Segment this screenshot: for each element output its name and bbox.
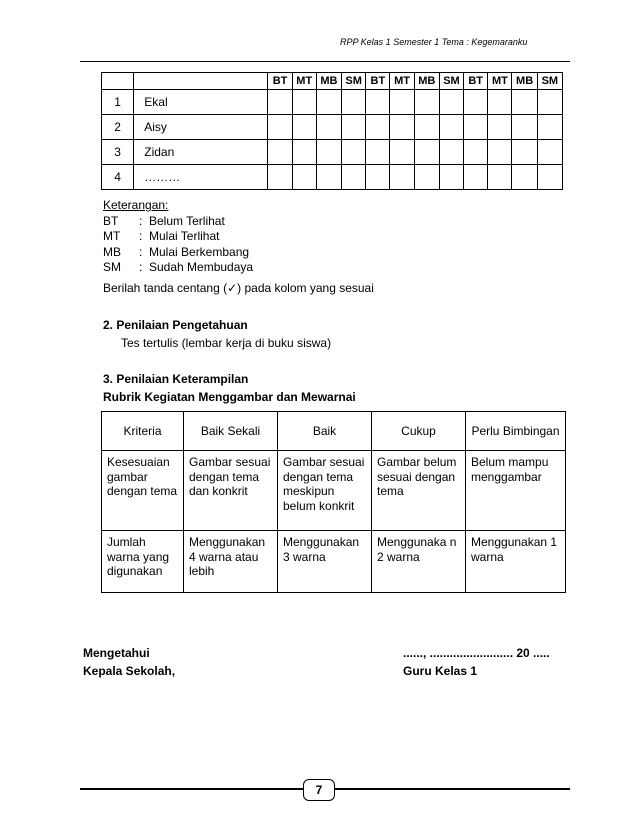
score-cell[interactable] bbox=[292, 90, 316, 115]
student-name: Aisy bbox=[134, 115, 268, 140]
score-cell[interactable] bbox=[342, 140, 366, 165]
column-header: MB bbox=[512, 73, 537, 90]
score-cell[interactable] bbox=[342, 90, 366, 115]
score-cell[interactable] bbox=[488, 140, 512, 165]
student-name: Zidan bbox=[134, 140, 268, 165]
column-header: MT bbox=[390, 73, 414, 90]
score-cell[interactable] bbox=[488, 90, 512, 115]
rubric-cell: Menggunakan 3 warna bbox=[278, 531, 372, 593]
score-cell[interactable] bbox=[342, 115, 366, 140]
score-cell[interactable] bbox=[537, 115, 562, 140]
score-cell[interactable] bbox=[342, 165, 366, 190]
column-header: BT bbox=[366, 73, 390, 90]
signature-left-line2: Kepala Sekolah, bbox=[83, 664, 176, 678]
legend-item bbox=[103, 245, 253, 261]
legend-desc: Belum Terlihat bbox=[149, 213, 225, 228]
score-cell[interactable] bbox=[268, 90, 292, 115]
column-header: SM bbox=[342, 73, 366, 90]
student-name: Ekal bbox=[134, 90, 268, 115]
student-name: ……… bbox=[134, 165, 268, 190]
header-blank bbox=[102, 73, 134, 90]
rubric-header: Cukup bbox=[372, 412, 466, 451]
rubric-header-row bbox=[102, 412, 566, 451]
instruction-text: Berilah tanda centang (✓) pada kolom yang sesuai bbox=[103, 281, 374, 295]
score-cell[interactable] bbox=[316, 165, 341, 190]
row-number: 4 bbox=[102, 165, 134, 190]
score-cell[interactable] bbox=[292, 115, 316, 140]
score-cell[interactable] bbox=[292, 165, 316, 190]
column-header: MT bbox=[488, 73, 512, 90]
rubric-cell: Belum mampu menggambar bbox=[466, 451, 566, 531]
score-cell[interactable] bbox=[414, 140, 439, 165]
legend-separator: : bbox=[139, 229, 143, 243]
row-number: 3 bbox=[102, 140, 134, 165]
section-3-title: 3. Penilaian Keterampilan bbox=[103, 372, 249, 386]
rubric-header: Baik Sekali bbox=[184, 412, 278, 451]
rubric-criterion: Jumlah warna yang digunakan bbox=[102, 531, 184, 593]
score-cell[interactable] bbox=[366, 140, 390, 165]
score-cell[interactable] bbox=[390, 165, 414, 190]
legend bbox=[103, 198, 253, 276]
legend-key: MB bbox=[103, 244, 121, 259]
rubric-cell: Gambar sesuai dengan tema meskipun belum konkrit bbox=[278, 451, 372, 531]
legend-key: MT bbox=[103, 229, 121, 243]
score-cell[interactable] bbox=[512, 140, 537, 165]
rubric-criterion: Kesesuaian gambar dengan tema bbox=[102, 451, 184, 531]
score-cell[interactable] bbox=[512, 165, 537, 190]
score-cell[interactable] bbox=[512, 115, 537, 140]
score-cell[interactable] bbox=[537, 165, 562, 190]
score-cell[interactable] bbox=[464, 115, 488, 140]
page-number: 7 bbox=[303, 779, 335, 801]
score-cell[interactable] bbox=[366, 165, 390, 190]
score-cell[interactable] bbox=[488, 165, 512, 190]
score-cell[interactable] bbox=[439, 115, 463, 140]
column-header: SM bbox=[439, 73, 463, 90]
row-number: 2 bbox=[102, 115, 134, 140]
score-cell[interactable] bbox=[414, 165, 439, 190]
score-cell[interactable] bbox=[268, 115, 292, 140]
score-cell[interactable] bbox=[439, 140, 463, 165]
observation-table bbox=[101, 72, 563, 190]
legend-desc: Mulai Berkembang bbox=[149, 244, 250, 259]
score-cell[interactable] bbox=[366, 90, 390, 115]
score-cell[interactable] bbox=[414, 90, 439, 115]
score-cell[interactable] bbox=[537, 140, 562, 165]
header-rule bbox=[80, 61, 570, 62]
rubric-header: Kriteria bbox=[102, 412, 184, 451]
legend-separator: : bbox=[139, 213, 143, 228]
rubric-title: Rubrik Kegiatan Menggambar dan Mewarnai bbox=[103, 390, 356, 404]
score-cell[interactable] bbox=[390, 115, 414, 140]
row-number: 1 bbox=[102, 90, 134, 115]
score-cell[interactable] bbox=[488, 115, 512, 140]
score-cell[interactable] bbox=[464, 165, 488, 190]
rubric-cell: Menggunaka n 2 warna bbox=[372, 531, 466, 593]
legend-item bbox=[103, 214, 253, 230]
observation-header-row bbox=[102, 73, 563, 90]
score-cell[interactable] bbox=[414, 115, 439, 140]
table-row bbox=[102, 140, 563, 165]
score-cell[interactable] bbox=[464, 140, 488, 165]
table-row bbox=[102, 531, 566, 593]
score-cell[interactable] bbox=[390, 90, 414, 115]
signature-left-line1: Mengetahui bbox=[83, 646, 150, 660]
column-header: BT bbox=[464, 73, 488, 90]
running-header: RPP Kelas 1 Semester 1 Tema : Kegemaranku bbox=[340, 37, 528, 47]
score-cell[interactable] bbox=[366, 115, 390, 140]
legend-title: Keterangan: bbox=[103, 198, 169, 212]
column-header: MB bbox=[316, 73, 341, 90]
legend-desc: Sudah Membudaya bbox=[149, 260, 254, 274]
table-row bbox=[102, 90, 563, 115]
score-cell[interactable] bbox=[439, 165, 463, 190]
rubric-header: Baik bbox=[278, 412, 372, 451]
rubric-header: Perlu Bimbingan bbox=[466, 412, 566, 451]
section-2-body: Tes tertulis (lembar kerja di buku siswa) bbox=[121, 336, 332, 350]
score-cell[interactable] bbox=[464, 90, 488, 115]
column-header: MB bbox=[414, 73, 439, 90]
rubric-cell: Menggunakan 4 warna atau lebih bbox=[184, 531, 278, 593]
section-2-title: 2. Penilaian Pengetahuan bbox=[103, 318, 248, 332]
signature-right-line1: ......, ......................... 20 ..... bbox=[403, 646, 550, 660]
rubric-cell: Gambar belum sesuai dengan tema bbox=[372, 451, 466, 531]
legend-desc: Mulai Terlihat bbox=[149, 229, 220, 243]
legend-separator: : bbox=[139, 244, 143, 259]
legend-item bbox=[103, 229, 253, 245]
score-cell[interactable] bbox=[316, 90, 341, 115]
legend-item bbox=[103, 260, 253, 276]
table-row bbox=[102, 451, 566, 531]
score-cell[interactable] bbox=[292, 140, 316, 165]
legend-separator: : bbox=[139, 260, 143, 274]
column-header: BT bbox=[268, 73, 292, 90]
header-blank bbox=[134, 73, 268, 90]
rubric-cell: Gambar sesuai dengan tema dan konkrit bbox=[184, 451, 278, 531]
legend-key: BT bbox=[103, 213, 119, 228]
column-header: SM bbox=[537, 73, 562, 90]
signature-right-line2: Guru Kelas 1 bbox=[403, 664, 478, 678]
table-row bbox=[102, 165, 563, 190]
score-cell[interactable] bbox=[537, 90, 562, 115]
score-cell[interactable] bbox=[512, 90, 537, 115]
score-cell[interactable] bbox=[390, 140, 414, 165]
legend-key: SM bbox=[103, 260, 121, 274]
column-header: MT bbox=[292, 73, 316, 90]
rubric-cell: Menggunakan 1 warna bbox=[466, 531, 566, 593]
score-cell[interactable] bbox=[268, 140, 292, 165]
table-row bbox=[102, 115, 563, 140]
score-cell[interactable] bbox=[268, 165, 292, 190]
rubric-table bbox=[101, 411, 566, 593]
score-cell[interactable] bbox=[316, 115, 341, 140]
score-cell[interactable] bbox=[316, 140, 341, 165]
score-cell[interactable] bbox=[439, 90, 463, 115]
